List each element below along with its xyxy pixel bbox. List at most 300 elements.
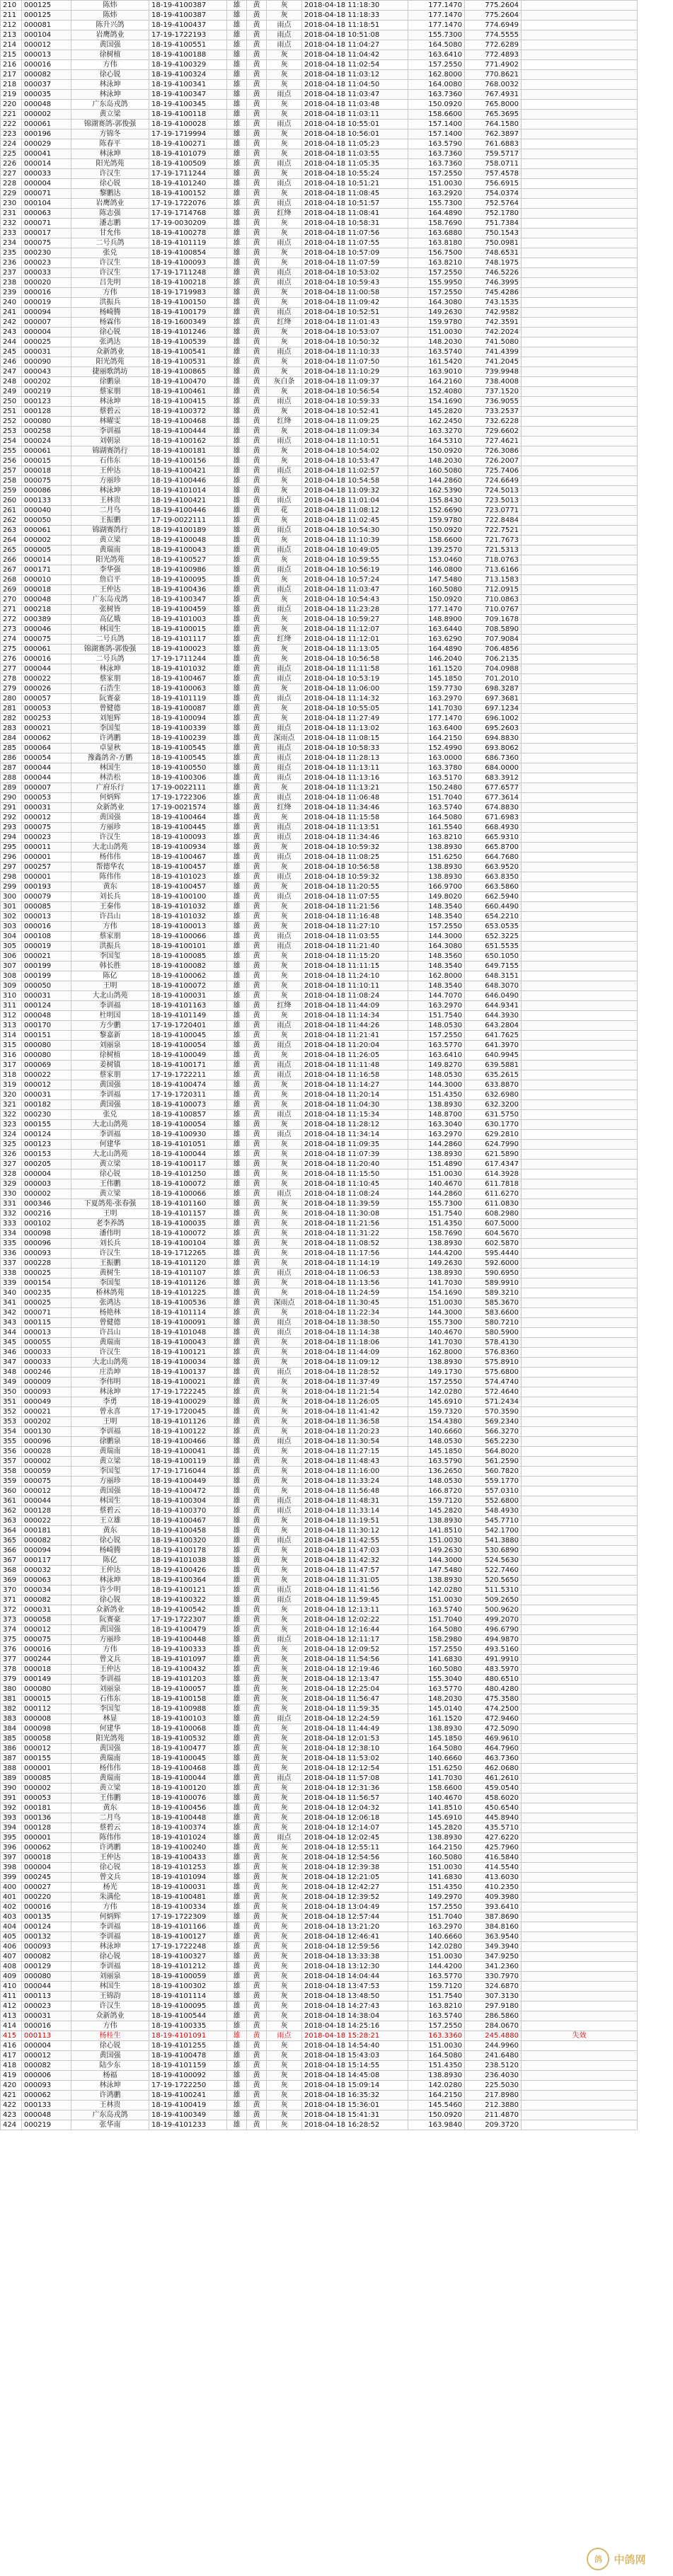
- cell-speed: 324.6870: [465, 1982, 522, 1992]
- cell-sex: 雄: [227, 2091, 247, 2101]
- cell-distance: 160.5080: [408, 466, 465, 476]
- cell-time: 2018-04-18 11:26:05: [302, 1051, 408, 1061]
- cell-eye: 黄: [247, 367, 267, 377]
- cell-feather: 灰: [267, 1962, 302, 1972]
- cell-id: 000124: [22, 1922, 71, 1932]
- cell-name: 黄立梁: [71, 110, 149, 120]
- cell-time: 2018-04-18 11:44:49: [302, 1724, 408, 1734]
- cell-name: 二号兵鸽: [71, 635, 149, 645]
- cell-rank: 215: [1, 50, 22, 60]
- cell-id: 000025: [22, 1298, 71, 1308]
- cell-name: 林泳坤: [71, 149, 149, 159]
- cell-sex: 雄: [227, 922, 247, 932]
- cell-id: 000033: [22, 1348, 71, 1358]
- cell-sex: 雄: [227, 1833, 247, 1843]
- cell-ring: 18-19-4101094: [149, 1873, 227, 1883]
- cell-note: [522, 1883, 638, 1893]
- cell-id: 000050: [22, 981, 71, 991]
- table-row: [1, 1288, 638, 1298]
- cell-note: [522, 585, 638, 595]
- cell-id: 000033: [22, 1358, 71, 1368]
- cell-rank: 384: [1, 1724, 22, 1734]
- watermark-logo: [567, 2545, 666, 2573]
- cell-feather: 灰: [267, 1338, 302, 1348]
- cell-speed: 211.4870: [465, 2110, 522, 2120]
- cell-sex: 雄: [227, 704, 247, 714]
- cell-eye: 黄: [247, 21, 267, 30]
- cell-ring: 18-19-4100461: [149, 387, 227, 397]
- cell-rank: 364: [1, 1526, 22, 1536]
- cell-eye: 黄: [247, 1338, 267, 1348]
- cell-eye: 黄: [247, 60, 267, 70]
- cell-id: 000102: [22, 1219, 71, 1229]
- table-row: [1, 387, 638, 397]
- cell-note: [522, 407, 638, 417]
- cell-distance: 148.8900: [408, 615, 465, 625]
- cell-name: 方伟: [71, 2021, 149, 2031]
- cell-speed: 585.3670: [465, 1298, 522, 1308]
- table-row: [1, 60, 638, 70]
- cell-id: 000050: [22, 516, 71, 526]
- cell-sex: 雄: [227, 238, 247, 248]
- cell-speed: 721.5313: [465, 545, 522, 555]
- cell-feather: 灰: [267, 11, 302, 21]
- cell-name: 李训福: [71, 1962, 149, 1972]
- table-row: [1, 466, 638, 476]
- cell-ring: 18-19-4101032: [149, 902, 227, 912]
- cell-ring: 18-19-4100421: [149, 496, 227, 506]
- cell-feather: 灰: [267, 70, 302, 80]
- cell-speed: 522.7460: [465, 1566, 522, 1576]
- cell-sex: 雄: [227, 803, 247, 813]
- cell-distance: 163.9840: [408, 2120, 465, 2130]
- cell-eye: 黄: [247, 1477, 267, 1486]
- cell-note: [522, 219, 638, 229]
- cell-note: [522, 595, 638, 605]
- cell-distance: 149.1730: [408, 1368, 465, 1377]
- cell-time: 2018-04-18 12:04:32: [302, 1803, 408, 1813]
- cell-speed: 212.3880: [465, 2101, 522, 2110]
- cell-note: [522, 1397, 638, 1407]
- cell-name: 二号兵鸽: [71, 654, 149, 664]
- cell-speed: 545.7710: [465, 1516, 522, 1526]
- cell-sex: 雄: [227, 565, 247, 575]
- cell-sex: 雄: [227, 1377, 247, 1387]
- cell-distance: 157.2550: [408, 268, 465, 278]
- table-row: [1, 169, 638, 179]
- cell-rank: 306: [1, 952, 22, 961]
- table-row: [1, 1883, 638, 1893]
- cell-rank: 212: [1, 21, 22, 30]
- cell-rank: 324: [1, 1130, 22, 1140]
- cell-sex: 雄: [227, 1625, 247, 1635]
- cell-distance: 164.2150: [408, 1843, 465, 1853]
- cell-rank: 297: [1, 862, 22, 872]
- cell-time: 2018-04-18 11:03:12: [302, 70, 408, 80]
- cell-note: [522, 615, 638, 625]
- cell-time: 2018-04-18 12:39:38: [302, 1863, 408, 1873]
- cell-time: 2018-04-18 11:48:43: [302, 1457, 408, 1467]
- table-row: [1, 1566, 638, 1576]
- cell-speed: 641.3970: [465, 1041, 522, 1051]
- cell-name: 黎嘉新: [71, 1031, 149, 1041]
- cell-rank: 277: [1, 664, 22, 674]
- table-row: [1, 437, 638, 446]
- cell-name: 蔡碧云: [71, 1823, 149, 1833]
- cell-note: [522, 466, 638, 476]
- cell-speed: 775.2604: [465, 11, 522, 21]
- cell-id: 000257: [22, 862, 71, 872]
- cell-sex: 雄: [227, 843, 247, 853]
- cell-rank: 326: [1, 1150, 22, 1160]
- cell-rank: 404: [1, 1922, 22, 1932]
- cell-time: 2018-04-18 11:07:56: [302, 229, 408, 238]
- table-row: [1, 11, 638, 21]
- table-row: [1, 1922, 638, 1932]
- cell-speed: 611.6270: [465, 1189, 522, 1199]
- cell-sex: 雄: [227, 694, 247, 704]
- cell-distance: 166.9700: [408, 882, 465, 892]
- cell-ring: 18-19-4100044: [149, 1774, 227, 1784]
- cell-eye: 黄: [247, 427, 267, 437]
- cell-id: 000031: [22, 347, 71, 357]
- cell-name: 朱满伦: [71, 1893, 149, 1902]
- cell-name: 方丽珍: [71, 1477, 149, 1486]
- cell-eye: 黄: [247, 70, 267, 80]
- cell-id: 000013: [22, 912, 71, 922]
- cell-name: 陈亿: [71, 1556, 149, 1566]
- cell-note: [522, 684, 638, 694]
- cell-name: 林泳坤: [71, 397, 149, 407]
- cell-feather: 灰: [267, 50, 302, 60]
- cell-sex: 雄: [227, 2110, 247, 2120]
- cell-eye: 黄: [247, 1031, 267, 1041]
- cell-distance: 151.0030: [408, 1169, 465, 1179]
- cell-rank: 387: [1, 1754, 22, 1764]
- cell-sex: 雄: [227, 367, 247, 377]
- cell-eye: 黄: [247, 605, 267, 615]
- cell-distance: 151.4890: [408, 1160, 465, 1169]
- table-row: [1, 1150, 638, 1160]
- cell-time: 2018-04-18 10:50:32: [302, 337, 408, 347]
- cell-sex: 雄: [227, 1308, 247, 1318]
- cell-note: [522, 1546, 638, 1556]
- cell-time: 2018-04-18 11:14:27: [302, 1080, 408, 1090]
- cell-speed: 500.9620: [465, 1605, 522, 1615]
- cell-speed: 706.2135: [465, 654, 522, 664]
- cell-sex: 雄: [227, 1239, 247, 1249]
- cell-rank: 418: [1, 2061, 22, 2071]
- cell-eye: 黄: [247, 1348, 267, 1358]
- cell-distance: 148.0530: [408, 1477, 465, 1486]
- cell-time: 2018-04-18 11:57:08: [302, 1774, 408, 1784]
- cell-eye: 黄: [247, 248, 267, 258]
- cell-note: [522, 1041, 638, 1051]
- cell-id: 000389: [22, 615, 71, 625]
- cell-feather: 雨点: [267, 823, 302, 833]
- cell-feather: 红绛: [267, 803, 302, 813]
- cell-ring: 18-19-4100093: [149, 833, 227, 843]
- cell-ring: 18-19-4100446: [149, 476, 227, 486]
- table-row: [1, 1704, 638, 1714]
- cell-name: 许汉生: [71, 1249, 149, 1259]
- cell-rank: 272: [1, 615, 22, 625]
- cell-feather: 灰: [267, 1031, 302, 1041]
- cell-time: 2018-04-18 11:07:50: [302, 357, 408, 367]
- cell-speed: 427.6220: [465, 1833, 522, 1843]
- cell-eye: 黄: [247, 1328, 267, 1338]
- cell-time: 2018-04-18 14:25:16: [302, 2021, 408, 2031]
- cell-note: [522, 1269, 638, 1278]
- table-row: [1, 258, 638, 268]
- cell-sex: 雄: [227, 1199, 247, 1209]
- cell-ring: 18-19-4100162: [149, 437, 227, 446]
- cell-ring: 18-19-4100468: [149, 417, 227, 427]
- cell-eye: 黄: [247, 843, 267, 853]
- cell-time: 2018-04-18 11:18:33: [302, 11, 408, 21]
- cell-name: 詹启平: [71, 575, 149, 585]
- cell-feather: 雨点: [267, 744, 302, 753]
- cell-eye: 黄: [247, 2110, 267, 2120]
- cell-speed: 607.5000: [465, 1219, 522, 1229]
- cell-note: [522, 744, 638, 753]
- cell-name: 大北山鸽苑: [71, 1358, 149, 1368]
- cell-feather: 灰: [267, 1140, 302, 1150]
- cell-distance: 163.8210: [408, 258, 465, 268]
- table-row: [1, 1942, 638, 1952]
- cell-eye: 黄: [247, 308, 267, 318]
- cell-feather: 灰: [267, 1803, 302, 1813]
- cell-distance: 152.6690: [408, 506, 465, 516]
- cell-distance: 163.2920: [408, 189, 465, 199]
- cell-name: 方少鹏: [71, 1021, 149, 1031]
- cell-id: 000012: [22, 40, 71, 50]
- cell-sex: 雄: [227, 555, 247, 565]
- cell-distance: 144.2860: [408, 1189, 465, 1199]
- table-row: [1, 714, 638, 724]
- cell-rank: 371: [1, 1595, 22, 1605]
- cell-name: 锦湖赛鸽-郭俊强: [71, 645, 149, 654]
- cell-note: [522, 645, 638, 654]
- cell-note: [522, 2081, 638, 2091]
- cell-feather: 雨点: [267, 1061, 302, 1070]
- cell-ring: 18-19-4100467: [149, 674, 227, 684]
- cell-name: 徐心锐: [71, 2041, 149, 2051]
- table-row: [1, 397, 638, 407]
- cell-name: 王伟鹏: [71, 1179, 149, 1189]
- cell-distance: 157.2550: [408, 1645, 465, 1655]
- cell-eye: 黄: [247, 2041, 267, 2051]
- table-row: [1, 1794, 638, 1803]
- cell-rank: 253: [1, 427, 22, 437]
- cell-sex: 雄: [227, 1070, 247, 1080]
- table-row: [1, 823, 638, 833]
- cell-note: [522, 1675, 638, 1685]
- cell-time: 2018-04-18 11:15:20: [302, 952, 408, 961]
- table-row: [1, 1387, 638, 1397]
- cell-name: 黄国强: [71, 1080, 149, 1090]
- cell-speed: 578.4130: [465, 1338, 522, 1348]
- cell-id: 000021: [22, 952, 71, 961]
- cell-eye: 黄: [247, 2081, 267, 2091]
- cell-sex: 雄: [227, 1605, 247, 1615]
- cell-rank: 235: [1, 248, 22, 258]
- cell-ring: 18-19-4100459: [149, 605, 227, 615]
- cell-id: 000069: [22, 1061, 71, 1070]
- cell-time: 2018-04-18 10:54:58: [302, 476, 408, 486]
- cell-note: [522, 1417, 638, 1427]
- cell-distance: 145.6910: [408, 1813, 465, 1823]
- cell-sex: 雄: [227, 516, 247, 526]
- table-row: [1, 1754, 638, 1764]
- cell-speed: 297.9180: [465, 2002, 522, 2011]
- cell-distance: 177.1470: [408, 11, 465, 21]
- table-row: [1, 1843, 638, 1853]
- cell-feather: 雨点: [267, 347, 302, 357]
- table-row: [1, 1595, 638, 1605]
- cell-feather: 灰: [267, 1764, 302, 1774]
- cell-sex: 雄: [227, 1516, 247, 1526]
- cell-distance: 158.6600: [408, 110, 465, 120]
- cell-time: 2018-04-18 11:08:25: [302, 853, 408, 862]
- cell-speed: 530.6890: [465, 1546, 522, 1556]
- cell-feather: 灰: [267, 2051, 302, 2061]
- cell-time: 2018-04-18 11:30:12: [302, 1526, 408, 1536]
- cell-time: 2018-04-18 11:13:56: [302, 1278, 408, 1288]
- cell-name: 李国玺: [71, 952, 149, 961]
- cell-name: 阮赛豪: [71, 1615, 149, 1625]
- cell-speed: 557.0310: [465, 1486, 522, 1496]
- cell-rank: 343: [1, 1318, 22, 1328]
- cell-rank: 382: [1, 1704, 22, 1714]
- cell-ring: 17-19-1720401: [149, 1021, 227, 1031]
- table-row: [1, 1803, 638, 1813]
- cell-rank: 295: [1, 843, 22, 853]
- table-row: [1, 407, 638, 417]
- cell-sex: 雄: [227, 1288, 247, 1298]
- cell-note: [522, 654, 638, 664]
- cell-id: 000096: [22, 1437, 71, 1447]
- cell-name: 石伟东: [71, 456, 149, 466]
- cell-eye: 黄: [247, 1189, 267, 1199]
- cell-speed: 564.8020: [465, 1447, 522, 1457]
- cell-note: [522, 1239, 638, 1249]
- cell-feather: 雨点: [267, 664, 302, 674]
- cell-sex: 雄: [227, 377, 247, 387]
- cell-feather: 灰: [267, 1477, 302, 1486]
- table-row: [1, 427, 638, 437]
- cell-rank: 350: [1, 1387, 22, 1397]
- cell-ring: 18-19-4100854: [149, 248, 227, 258]
- cell-sex: 雄: [227, 1457, 247, 1467]
- cell-rank: 211: [1, 11, 22, 21]
- cell-eye: 黄: [247, 1655, 267, 1665]
- cell-feather: 灰: [267, 1942, 302, 1952]
- cell-speed: 748.6531: [465, 248, 522, 258]
- cell-eye: 黄: [247, 1893, 267, 1902]
- cell-ring: 18-19-4100539: [149, 337, 227, 347]
- cell-ring: 18-19-4100320: [149, 1536, 227, 1546]
- cell-distance: 161.5540: [408, 823, 465, 833]
- cell-sex: 雄: [227, 506, 247, 516]
- cell-id: 000112: [22, 1704, 71, 1714]
- cell-name: 黄国强: [71, 1744, 149, 1754]
- cell-rank: 353: [1, 1417, 22, 1427]
- cell-id: 000044: [22, 763, 71, 773]
- cell-name: 黄国强: [71, 40, 149, 50]
- cell-id: 000016: [22, 288, 71, 298]
- cell-speed: 574.4740: [465, 1377, 522, 1387]
- cell-ring: 18-19-4100542: [149, 1605, 227, 1615]
- table-row: [1, 2002, 638, 2011]
- cell-note: [522, 1358, 638, 1368]
- cell-ring: 18-19-4100031: [149, 1883, 227, 1893]
- cell-rank: 237: [1, 268, 22, 278]
- cell-eye: 黄: [247, 654, 267, 664]
- cell-sex: 雄: [227, 486, 247, 496]
- cell-note: [522, 1536, 638, 1546]
- table-row: [1, 1902, 638, 1912]
- cell-ring: 17-19-1722250: [149, 2081, 227, 2091]
- cell-name: 徐树植: [71, 1051, 149, 1061]
- cell-eye: 黄: [247, 1635, 267, 1645]
- table-row: [1, 1249, 638, 1259]
- table-row: [1, 971, 638, 981]
- cell-name: 阳光鸽苑: [71, 555, 149, 565]
- cell-rank: 342: [1, 1308, 22, 1318]
- watermark-text: 中鸽网: [614, 2553, 646, 2566]
- cell-speed: 663.8350: [465, 872, 522, 882]
- cell-note: [522, 1853, 638, 1863]
- cell-note: [522, 90, 638, 100]
- cell-speed: 286.5860: [465, 2011, 522, 2021]
- cell-ring: 18-19-4101160: [149, 1199, 227, 1209]
- cell-note: [522, 1694, 638, 1704]
- cell-name: 林泳坤: [71, 486, 149, 496]
- cell-sex: 雄: [227, 1794, 247, 1803]
- cell-distance: 139.2570: [408, 545, 465, 555]
- cell-rank: 375: [1, 1635, 22, 1645]
- cell-sex: 雄: [227, 2120, 247, 2130]
- cell-distance: 157.2550: [408, 922, 465, 932]
- table-row: [1, 2051, 638, 2061]
- cell-ring: 18-19-4100122: [149, 1427, 227, 1437]
- cell-time: 2018-04-18 11:31:05: [302, 1576, 408, 1586]
- cell-id: 000130: [22, 1427, 71, 1437]
- cell-time: 2018-04-18 11:07:59: [302, 258, 408, 268]
- cell-sex: 雄: [227, 1992, 247, 2002]
- cell-ring: 18-19-4100329: [149, 60, 227, 70]
- cell-ring: 18-19-4100478: [149, 2051, 227, 2061]
- table-row: [1, 1615, 638, 1625]
- cell-ring: 18-19-4101255: [149, 2041, 227, 2051]
- cell-feather: 灰: [267, 149, 302, 159]
- cell-feather: 灰: [267, 1407, 302, 1417]
- cell-id: 000026: [22, 684, 71, 694]
- cell-eye: 黄: [247, 1605, 267, 1615]
- cell-id: 000031: [22, 1090, 71, 1100]
- cell-time: 2018-04-18 11:24:59: [302, 1288, 408, 1298]
- table-row: [1, 555, 638, 565]
- cell-id: 000062: [22, 2091, 71, 2101]
- cell-sex: 雄: [227, 1486, 247, 1496]
- cell-speed: 723.0771: [465, 506, 522, 516]
- cell-distance: 145.1850: [408, 674, 465, 684]
- cell-note: [522, 1714, 638, 1724]
- cell-time: 2018-04-18 10:56:58: [302, 862, 408, 872]
- table-row: [1, 952, 638, 961]
- cell-distance: 164.3080: [408, 298, 465, 308]
